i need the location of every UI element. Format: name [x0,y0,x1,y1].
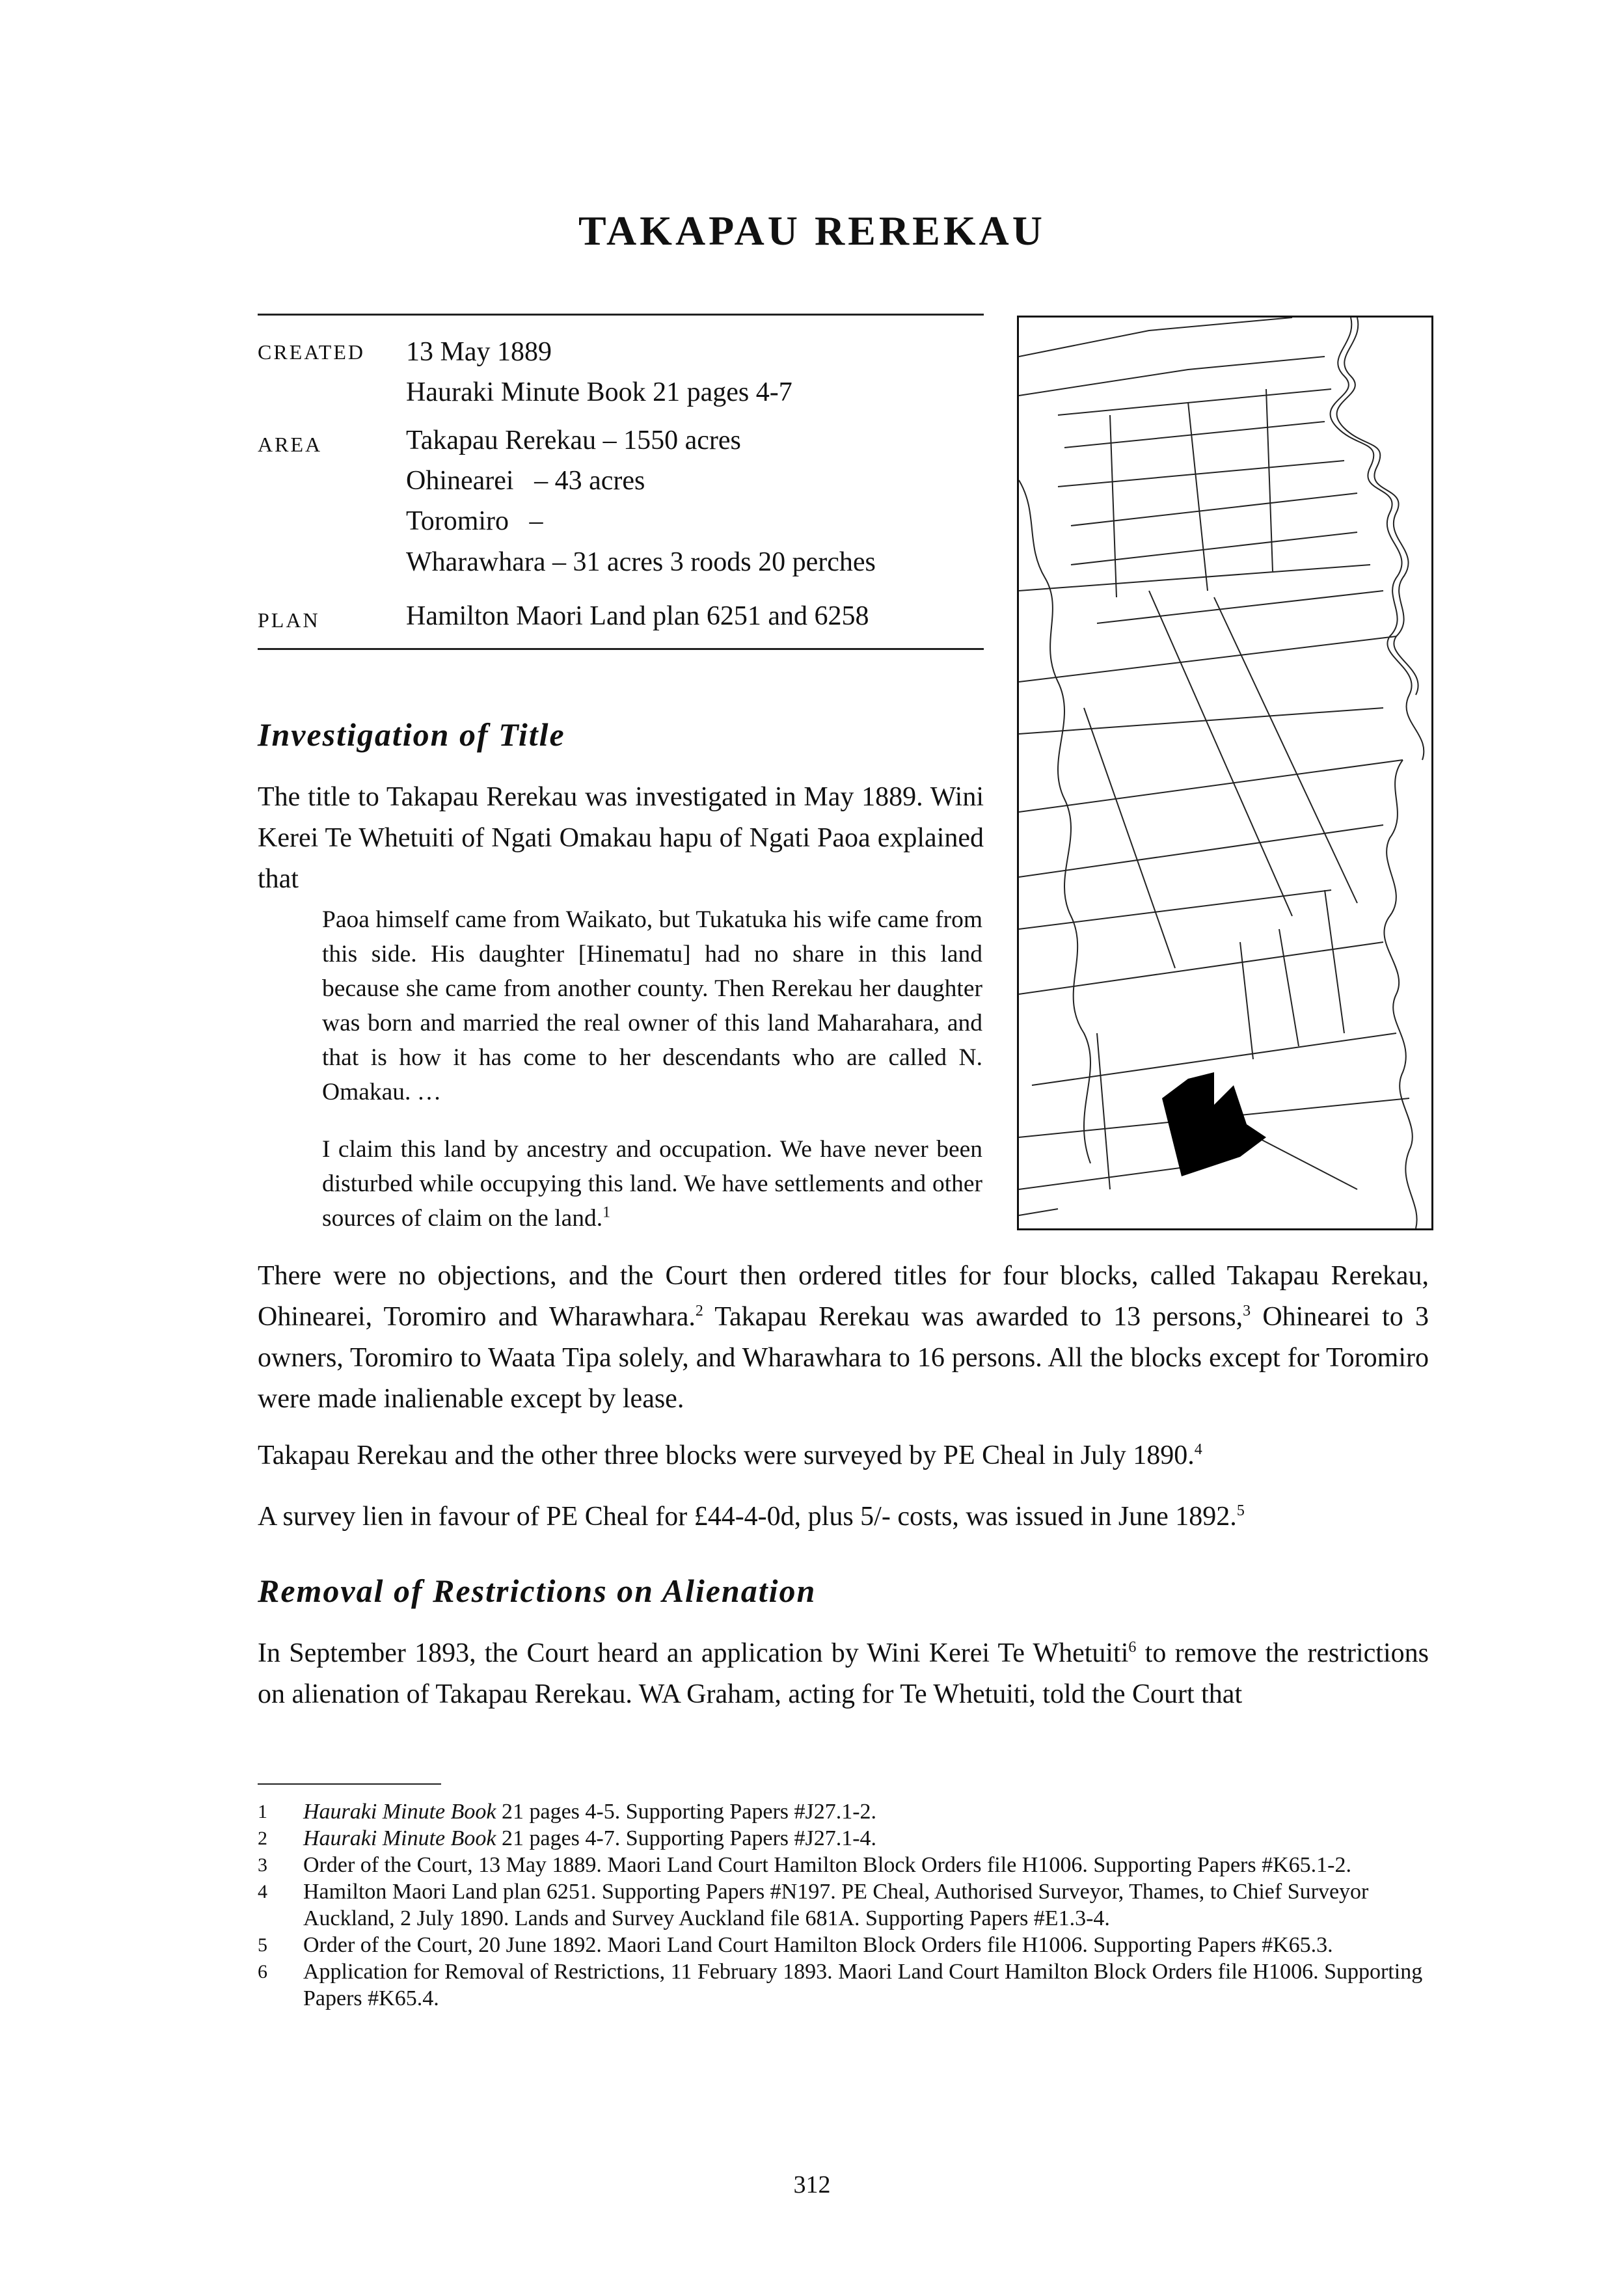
footnote-separator [258,1783,441,1785]
block-map [1017,316,1433,1230]
footnotes [258,1798,1429,2012]
para2-text-a: There were no objections, and the Court then ordered titles for four blocks, called Takapau Rerekau, Ohinearei, Toromiro and Wharawhara. [258,1261,1429,1332]
area-line-3: Toromiro – [406,506,543,536]
footnote-body [303,1798,1429,1825]
footnote-ref-2[interactable]: 2 [695,1303,703,1319]
area-line-2: Ohinearei – 43 acres [406,466,645,496]
para2-text-c: Ohinearei to 3 owners, Toromiro to Waata Tipa solely, and Wharawhara to 16 persons. All the blocks except for Toromiro were made inalienable except by lease. [258,1302,1429,1414]
page-number: 312 [793,2171,831,2198]
takapau-rerekau-block [1162,1072,1266,1176]
footnote-text: Order of the Court, 20 June 1892. Maori Land Court Hamilton Block Orders file H1006. Supporting Papers #K65.3. [303,1933,1333,1957]
plan-value: Hamilton Maori Land plan 6251 and 6258 [406,601,869,631]
page-title: TAKAPAU REREKAU [578,208,1046,254]
intro-paragraph: The title to Takapau Rerekau was investigated in May 1889. Wini Kerei Te Whetuiti of Ngati Omakau hapu of Ngati Paoa explained that [258,782,984,894]
footnote-text: Hamilton Maori Land plan 6251. Supporting Papers #N197. PE Cheal, Authorised Surveyor, Thames, to Chief Surveyor Auckland, 2 July 1890. Lands and Survey Auckland file 681A. Supporting Papers #E1.3-4. [303,1880,1369,1930]
created-label: CREATED [258,340,365,364]
footnote-3 [258,1852,1429,1878]
footnote-number: 6 [258,1961,267,1982]
removal-text-a: In September 1893, the Court heard an application by Wini Kerei Te Whetuiti [258,1638,1129,1668]
area-label: AREA [258,433,323,456]
footnote-number: 4 [258,1881,267,1902]
para2-text-b: Takapau Rerekau was awarded to 13 persons, [703,1302,1243,1332]
footnote-source: Hauraki Minute Book [303,1800,496,1824]
para4-text: A survey lien in favour of PE Cheal for £44-4-0d, plus 5/- costs, was issued in June 1892. [258,1502,1237,1532]
para3-text: Takapau Rerekau and the other three blocks were surveyed by PE Cheal in July 1890. [258,1440,1195,1470]
quote-2-text: I claim this land by ancestry and occupation. We have never been disturbed while occupying this land. We have settlements and other sources of claim on the land. [322,1136,982,1232]
paragraph-removal [258,1633,1429,1715]
heading-investigation-of-title: Investigation of Title [258,716,565,753]
area-line-1: Takapau Rerekau – 1550 acres [406,426,741,455]
footnote-text: 21 pages 4-7. Supporting Papers #J27.1-4. [496,1826,877,1850]
footnote-text: Application for Removal of Restrictions, 11 February 1893. Maori Land Court Hamilton Block Orders file H1006. Supporting Papers #K65.4. [303,1960,1423,2010]
footnote-number: 5 [258,1934,267,1956]
meta-top-rule [258,314,984,316]
meta-bottom-rule [258,648,984,650]
quote-paragraph-1: Paoa himself came from Waikato, but Tukatuka his wife came from this side. His daughter [Hinematu] had no share in this land because she came from another county. Then Rerekau her daughter was born and married the real owner of this land Maharahara, and that is how it has come to her descendants who are called N. Omakau. … [322,906,982,1105]
footnote-6 [258,1958,1429,2012]
quote-paragraph-2 [322,1132,982,1236]
paragraph-survey-lien [258,1496,1429,1537]
heading-removal-of-restrictions: Removal of Restrictions on Alienation [258,1573,817,1609]
created-date: 13 May 1889 [406,337,552,367]
footnote-number: 3 [258,1854,267,1876]
footnote-ref-6[interactable]: 6 [1128,1639,1137,1656]
footnote-1 [258,1798,1429,1825]
removal-text-b: to remove the restrictions on alienation of Takapau Rerekau. WA Graham, acting for Te Whetuiti, told the Court that [258,1638,1429,1709]
paragraph-no-objections [258,1256,1429,1420]
plan-label: PLAN [258,608,320,632]
footnote-ref-4[interactable]: 4 [1194,1441,1202,1458]
footnote-text: Order of the Court, 13 May 1889. Maori Land Court Hamilton Block Orders file H1006. Supporting Papers #K65.1-2. [303,1853,1351,1877]
footnote-number: 2 [258,1828,267,1849]
footnote-4 [258,1878,1429,1932]
footnote-body [303,1825,1429,1852]
footnote-number: 1 [258,1801,267,1822]
footnote-ref-3[interactable]: 3 [1243,1303,1251,1319]
footnote-ref-1[interactable]: 1 [602,1204,611,1221]
footnote-source: Hauraki Minute Book [303,1826,496,1850]
paragraph-survey [258,1435,1429,1476]
footnote-ref-5[interactable]: 5 [1236,1502,1245,1519]
area-line-4: Wharawhara – 31 acres 3 roods 20 perches [406,547,876,577]
footnote-text: 21 pages 4-5. Supporting Papers #J27.1-2. [496,1800,877,1824]
map-drawing [1019,318,1431,1228]
created-source: Hauraki Minute Book 21 pages 4-7 [406,377,792,407]
footnote-2 [258,1825,1429,1852]
footnote-5 [258,1932,1429,1958]
